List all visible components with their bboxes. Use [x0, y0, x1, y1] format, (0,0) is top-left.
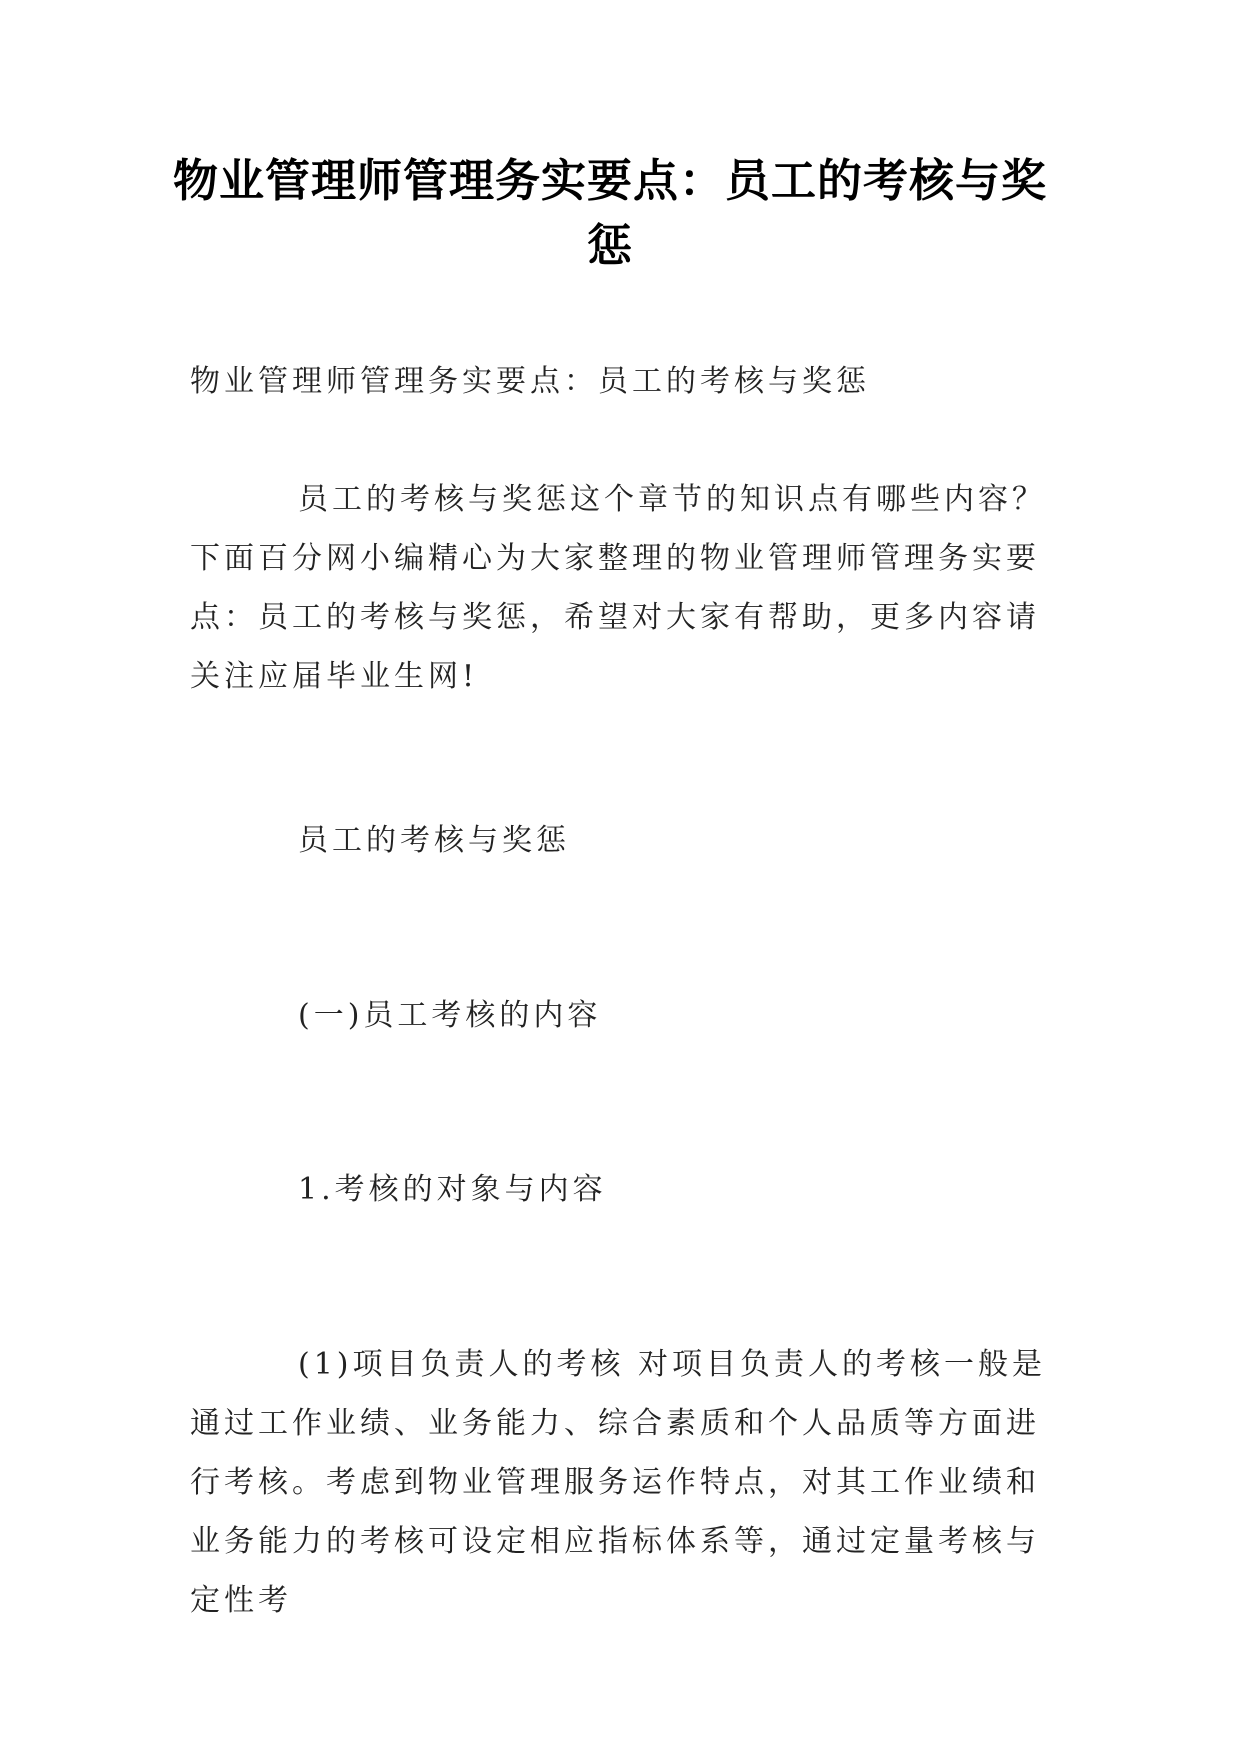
item-body-paragraph: (1)项目负责人的考核 对项目负责人的考核一般是通过工作业绩、业务能力、综合素质和个人品质等方面进行考核。考虑到物业管理服务运作特点，对其工作业绩和业务能力的考核可设定相应指标体系等，通过定量考核与定性考: [190, 1347, 1047, 1618]
section-heading: 员工的考核与奖惩: [298, 823, 570, 858]
document-title: 物业管理师管理务实要点：员工的考核与奖惩: [172, 154, 1047, 272]
document-subtitle: 物业管理师管理务实要点：员工的考核与奖惩: [190, 364, 870, 399]
intro-paragraph: 员工的考核与奖惩这个章节的知识点有哪些内容？下面百分网小编精心为大家整理的物业管理师管理务实要点：员工的考核与奖惩，希望对大家有帮助，更多内容请关注应届毕业生网!: [190, 482, 1046, 694]
subsection-heading: (一)员工考核的内容: [298, 998, 602, 1033]
item-heading: 1.考核的对象与内容: [298, 1172, 607, 1207]
